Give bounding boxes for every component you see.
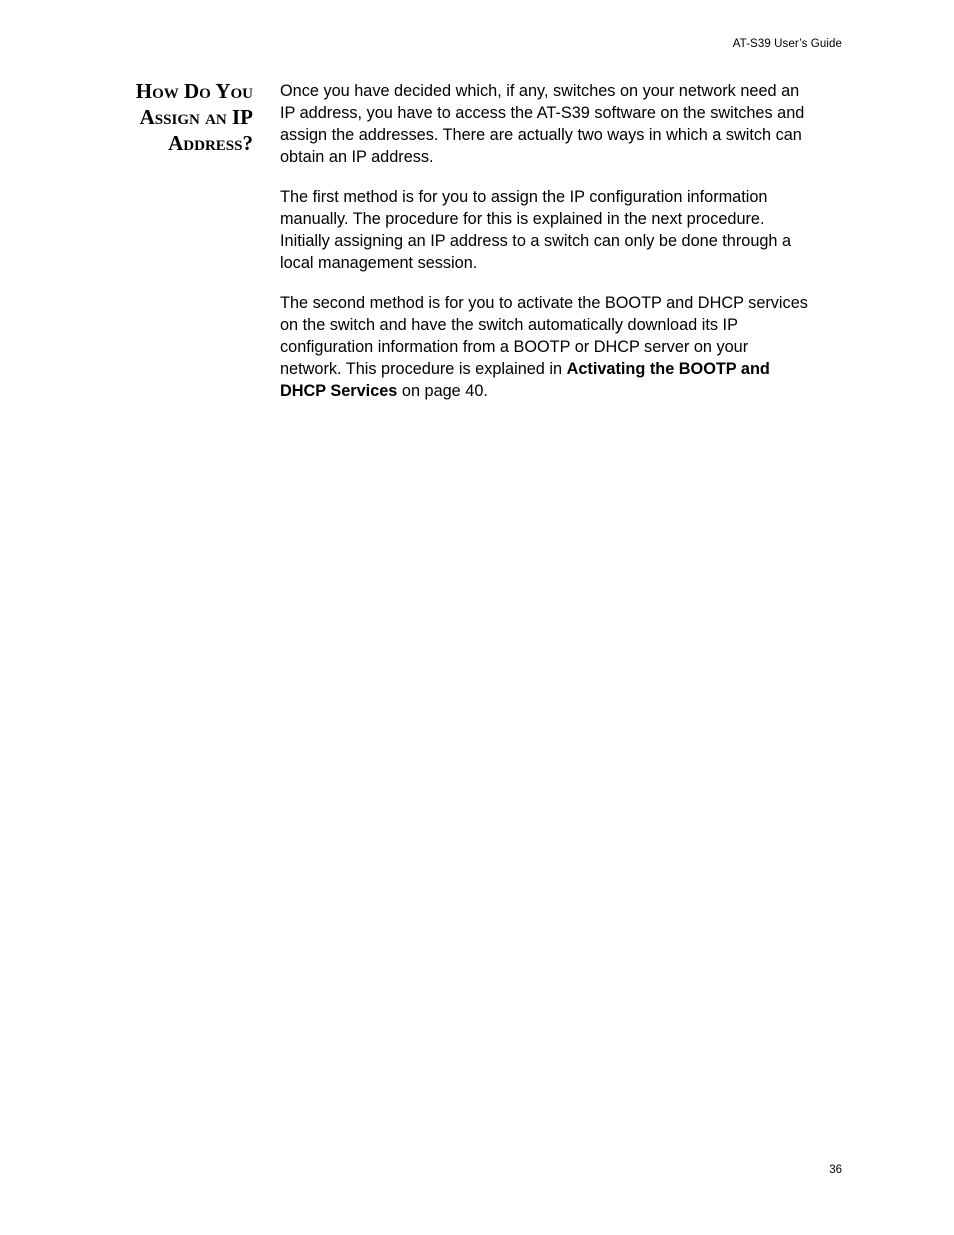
page-number: 36 bbox=[829, 1164, 842, 1176]
paragraph-text: network. This procedure is explained in bbox=[280, 360, 567, 378]
paragraph-3 bbox=[280, 292, 845, 402]
body-text bbox=[280, 80, 845, 420]
paragraph-line: Initially assigning an IP address to a switch can only be done through a bbox=[280, 232, 792, 250]
section-heading bbox=[100, 78, 253, 156]
section-heading-line-3: Address? bbox=[168, 131, 253, 155]
running-header: AT-S39 User’s Guide bbox=[732, 38, 842, 50]
paragraph-text: on page 40. bbox=[397, 382, 488, 400]
paragraph-line: configuration information from a BOOTP or DHCP server on your bbox=[280, 338, 749, 356]
paragraph-line: on the switch and have the switch automatically download its IP bbox=[280, 316, 738, 334]
paragraph-line: local management session. bbox=[280, 254, 478, 272]
paragraph-1 bbox=[280, 80, 845, 168]
paragraph-2 bbox=[280, 186, 845, 274]
paragraph-line: obtain an IP address. bbox=[280, 148, 434, 166]
paragraph-line: Once you have decided which, if any, switches on your network need an bbox=[280, 82, 800, 100]
section-heading-line-1: How Do You bbox=[135, 79, 253, 103]
paragraph-line bbox=[280, 380, 845, 402]
paragraph-line: The first method is for you to assign the IP configuration information bbox=[280, 188, 768, 206]
paragraph-line: IP address, you have to access the AT-S39 software on the switches and bbox=[280, 104, 805, 122]
cross-reference-link[interactable]: Activating the BOOTP and bbox=[566, 360, 770, 378]
section-heading-line-2: Assign an IP bbox=[139, 105, 253, 129]
paragraph-line bbox=[280, 358, 845, 380]
paragraph-line: manually. The procedure for this is explained in the next procedure. bbox=[280, 210, 765, 228]
paragraph-line: The second method is for you to activate the BOOTP and DHCP services bbox=[280, 294, 808, 312]
cross-reference-link-continued[interactable]: DHCP Services bbox=[280, 382, 398, 400]
paragraph-line: assign the addresses. There are actually two ways in which a switch can bbox=[280, 126, 802, 144]
